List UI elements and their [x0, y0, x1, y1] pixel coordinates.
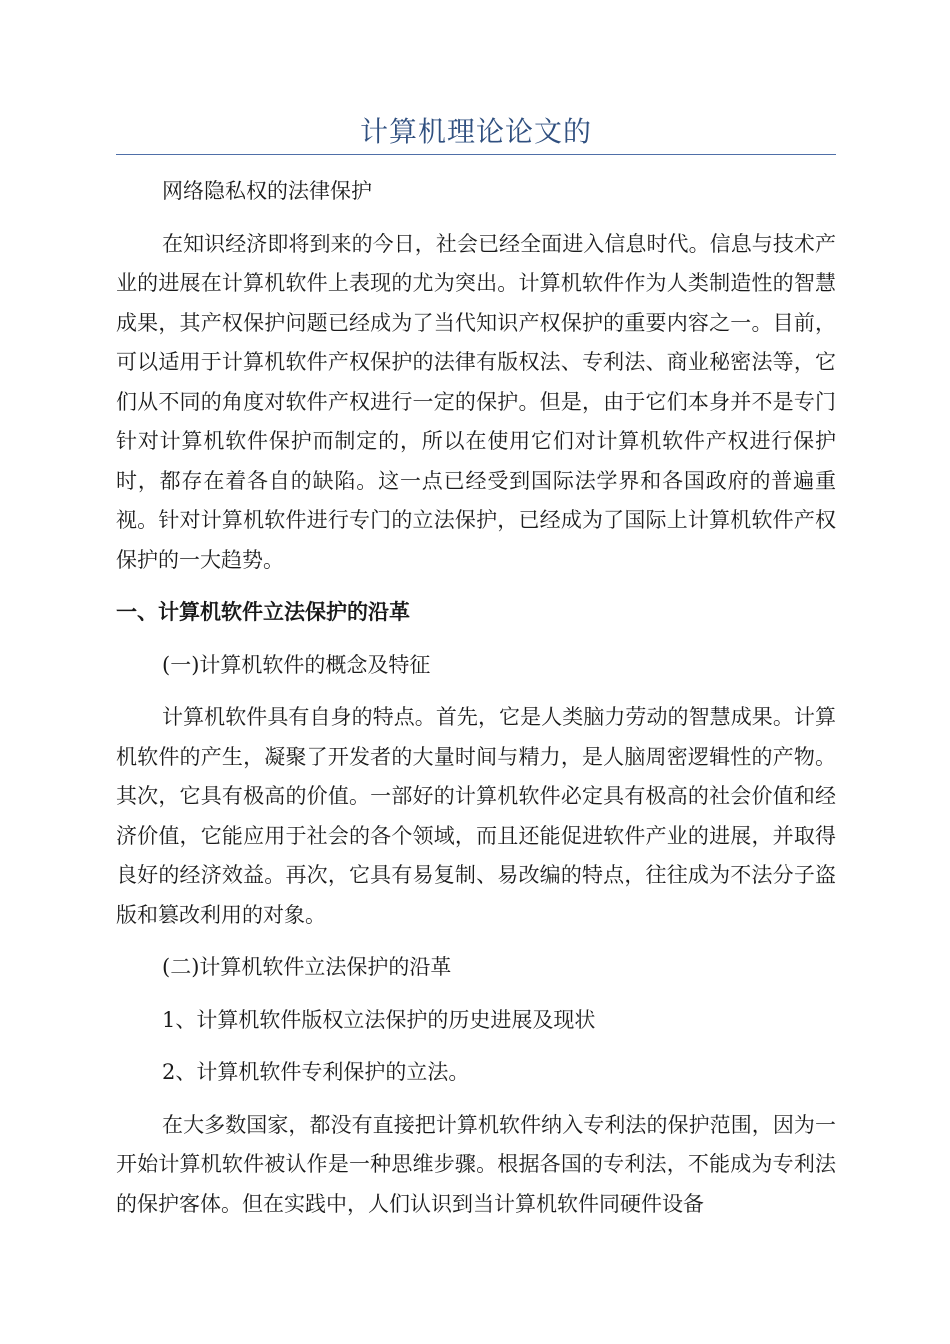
title-divider	[116, 154, 836, 155]
document-title: 计算机理论论文的	[359, 115, 592, 148]
paragraph: 计算机软件具有自身的特点。首先，它是人类脑力劳动的智慧成果。计算机软件的产生，凝聚了开发者的大量时间与精力，是人脑周密逻辑性的产物。其次，它具有极高的价值。一部好的计算机软件必定具有极高的社会价值和经济价值，它能应用于社会的各个领域，而且还能促进软件产业的进展，并取得良好的经济效益。再次，它具有易复制、易改编的特点，往往成为不法分子盗版和篡改利用的对象。	[116, 705, 836, 927]
subsection-heading: (二)计算机软件立法保护的沿革	[162, 955, 452, 979]
paragraph: 在大多数国家，都没有直接把计算机软件纳入专利法的保护范围，因为一开始计算机软件被认作是一种思维步骤。根据各国的专利法，不能成为专利法的保护客体。但在实践中，人们认识到当计算机软件同硬件设备	[116, 1112, 836, 1216]
paragraph: 在知识经济即将到来的今日，社会已经全面进入信息时代。信息与技术产业的进展在计算机软件上表现的尤为突出。计算机软件作为人类制造性的智慧成果，其产权保护问题已经成为了当代知识产权保护的重要内容之一。目前，可以适用于计算机软件产权保护的法律有版权法、专利法、商业秘密法等，它们从不同的角度对软件产权进行一定的保护。但是，由于它们本身并不是专门针对计算机软件保护而制定的，所以在使用它们对计算机软件产权进行保护时，都存在着各自的缺陷。这一点已经受到国际法学界和各国政府的普遍重视。针对计算机软件进行专门的立法保护，已经成为了国际上计算机软件产权保护的一大趋势。	[116, 231, 836, 572]
list-item: 1、计算机软件版权立法保护的历史进展及现状	[162, 1007, 596, 1032]
paragraph: 网络隐私权的法律保护	[162, 179, 372, 203]
list-item: 2、计算机软件专利保护的立法。	[162, 1060, 470, 1084]
section-heading: 一、计算机软件立法保护的沿革	[116, 600, 410, 624]
document-body	[116, 172, 836, 1237]
subsection-heading: (一)计算机软件的概念及特征	[162, 652, 431, 677]
